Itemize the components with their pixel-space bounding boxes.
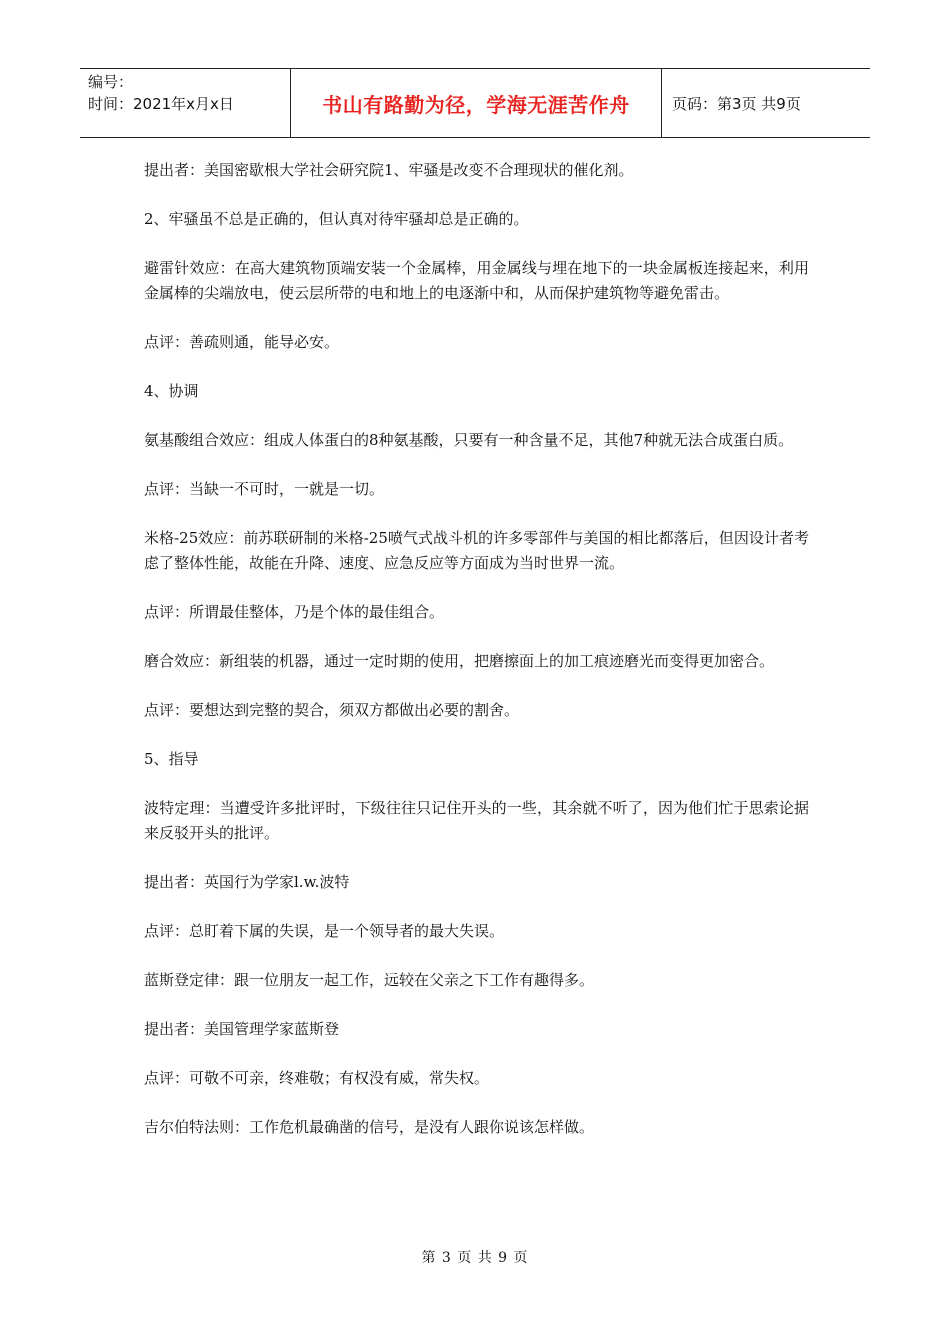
page-header bbox=[80, 68, 870, 138]
paragraph: 避雷针效应：在高大建筑物顶端安装一个金属棒，用金属线与埋在地下的一块金属板连接起来，利用金属棒的尖端放电，使云层所带的电和地上的电逐渐中和，从而保护建筑物等避免雷击。 bbox=[144, 259, 809, 302]
time-label: 时间：2021年x月x日 bbox=[88, 95, 234, 113]
paragraph: 点评：总盯着下属的失误，是一个领导者的最大失误。 bbox=[144, 922, 505, 940]
paragraph: 波特定理：当遭受许多批评时，下级往往只记住开头的一些，其余就不听了，因为他们忙于思索论据来反驳开头的批评。 bbox=[144, 799, 809, 842]
page-footer: 第 3 页 共 9 页 bbox=[421, 1250, 529, 1266]
header-meta bbox=[80, 69, 291, 137]
paragraph: 磨合效应：新组装的机器，通过一定时期的使用，把磨擦面上的加工痕迹磨光而变得更加密合。 bbox=[144, 652, 775, 670]
paragraph: 氨基酸组合效应：组成人体蛋白的8种氨基酸，只要有一种含量不足，其他7种就无法合成蛋白质。 bbox=[144, 431, 794, 449]
paragraph: 2、牢骚虽不总是正确的，但认真对待牢骚却总是正确的。 bbox=[144, 210, 529, 228]
section-heading: 5、指导 bbox=[144, 750, 199, 768]
paragraph: 米格-25效应：前苏联研制的米格-25喷气式战斗机的许多零部件与美国的相比都落后，但因设计者考虑了整体性能，故能在升降、速度、应急反应等方面成为当时世界一流。 bbox=[144, 529, 809, 572]
paragraph: 点评：要想达到完整的契合，须双方都做出必要的割舍。 bbox=[144, 701, 520, 719]
section-heading: 4、协调 bbox=[144, 382, 199, 400]
header-page-info: 页码：第3页 共9页 bbox=[672, 94, 801, 113]
number-label: 编号： bbox=[88, 73, 134, 91]
paragraph: 点评：可敬不可亲，终难敬；有权没有威，常失权。 bbox=[144, 1069, 490, 1087]
paragraph: 提出者：美国管理学家蓝斯登 bbox=[144, 1020, 340, 1038]
document-body bbox=[144, 158, 809, 1164]
paragraph: 提出者：英国行为学家l.w.波特 bbox=[144, 873, 350, 891]
paragraph: 提出者：美国密歇根大学社会研究院1、牢骚是改变不合理现状的催化剂。 bbox=[144, 161, 634, 179]
paragraph: 吉尔伯特法则：工作危机最确凿的信号，是没有人跟你说该怎样做。 bbox=[144, 1118, 595, 1136]
paragraph: 点评：所谓最佳整体，乃是个体的最佳组合。 bbox=[144, 603, 445, 621]
paragraph: 蓝斯登定律：跟一位朋友一起工作，远较在父亲之下工作有趣得多。 bbox=[144, 971, 595, 989]
paragraph: 点评：当缺一不可时，一就是一切。 bbox=[144, 480, 385, 498]
header-motto: 书山有路勤为径，学海无涯苦作舟 bbox=[291, 69, 662, 137]
paragraph: 点评：善疏则通，能导必安。 bbox=[144, 333, 340, 351]
